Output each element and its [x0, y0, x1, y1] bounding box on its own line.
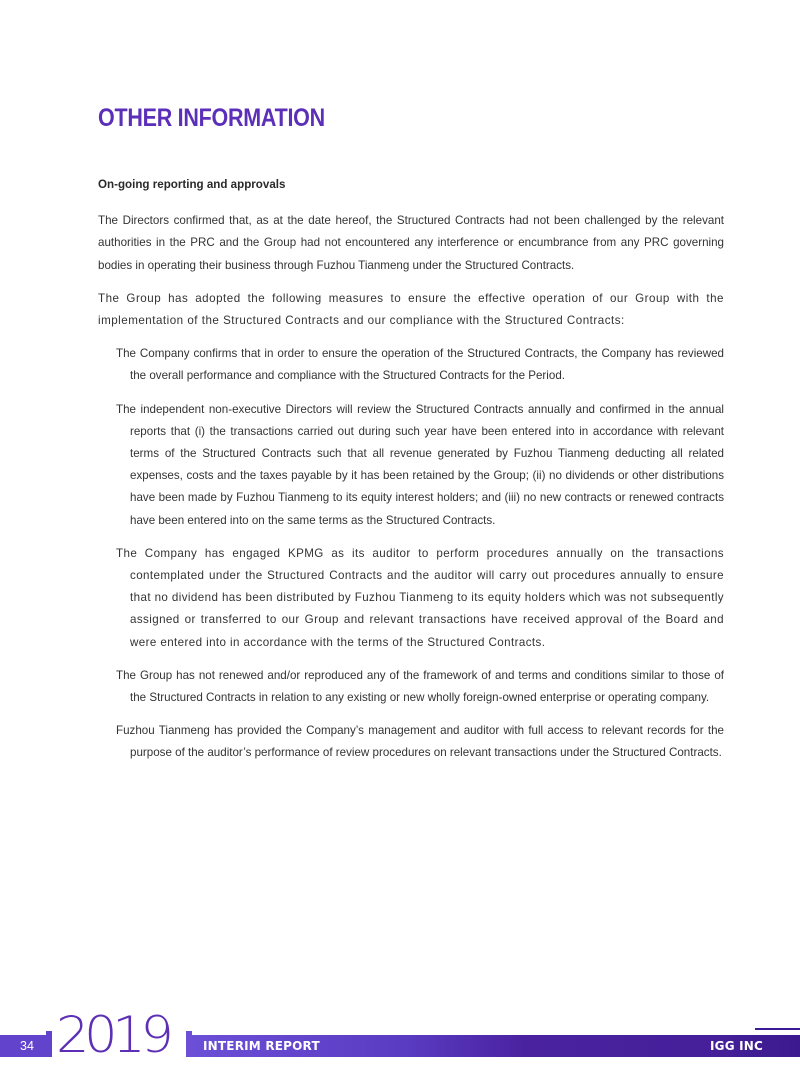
section-heading: On-going reporting and approvals: [98, 178, 286, 191]
paragraph-measures-intro: The Group has adopted the following measures to ensure the effective operation of our Group with the implementation of the Structured Contracts and our compliance with the Structured Contracts:: [98, 291, 724, 328]
report-label: INTERIM REPORT: [203, 1039, 320, 1053]
corner-accent-line: [755, 1028, 800, 1030]
page-number: 34: [20, 1039, 34, 1053]
page-title: OTHER INFORMATION: [98, 104, 325, 132]
year-logo: 2019: [56, 1006, 169, 1064]
document-body: [98, 174, 724, 776]
measure-item-no-renewal: The Group has not renewed and/or reproduced any of the framework of and terms and conditions similar to those of the Structured Contracts in relation to any existing or new wholly foreign-owned enterprise or operating company.: [116, 668, 724, 705]
measures-list: [98, 343, 724, 764]
measure-item-company-review: The Company confirms that in order to ensure the operation of the Structured Contracts, the Company has reviewed the overall performance and compliance with the Structured Contracts for the Period.: [116, 347, 724, 383]
measure-item-ined-review: The independent non-executive Directors will review the Structured Contracts annually and confirmed in the annual reports that (i) the transactions carried out during such year have been entered into in accordance with relevant terms of the Structured Contracts such that all revenue generated by Fuzhou Tianmeng deducting all related expenses, costs and the taxes payable by it has been retained by the Group; (ii) no dividends or other distributions have been made by Fuzhou Tianmeng to its equity interest holders; and (iii) no new contracts or renewed contracts have been entered into on the same terms as the Structured Contracts.: [116, 402, 724, 527]
paragraph-directors-confirmation: The Directors confirmed that, as at the date hereof, the Structured Contracts had not been challenged by the relevant authorities in the PRC and the Group had not encountered any interference or encumbrance from any PRC governing bodies in operating their business through Fuzhou Tianmeng under the Structured Contracts.: [98, 214, 724, 272]
company-label: IGG INC: [710, 1039, 764, 1053]
page-footer: [0, 1000, 800, 1085]
measure-item-auditor-kpmg: The Company has engaged KPMG as its auditor to perform procedures annually on the transactions contemplated under the Structured Contracts and the auditor will carry out procedures annually to ensure that no dividend has been distributed by Fuzhou Tianmeng to its equity holders which was not subsequently assigned or transferred to our Group and relevant transactions have received approval of the Board and were entered into in accordance with the terms of the Structured Contracts.: [116, 546, 724, 649]
measure-item-records-access: Fuzhou Tianmeng has provided the Company’s management and auditor with full access to relevant records for the purpose of the auditor’s performance of review procedures on relevant transactions under the Structured Contracts.: [116, 724, 724, 760]
footer-bar-left-step: [46, 1031, 52, 1057]
